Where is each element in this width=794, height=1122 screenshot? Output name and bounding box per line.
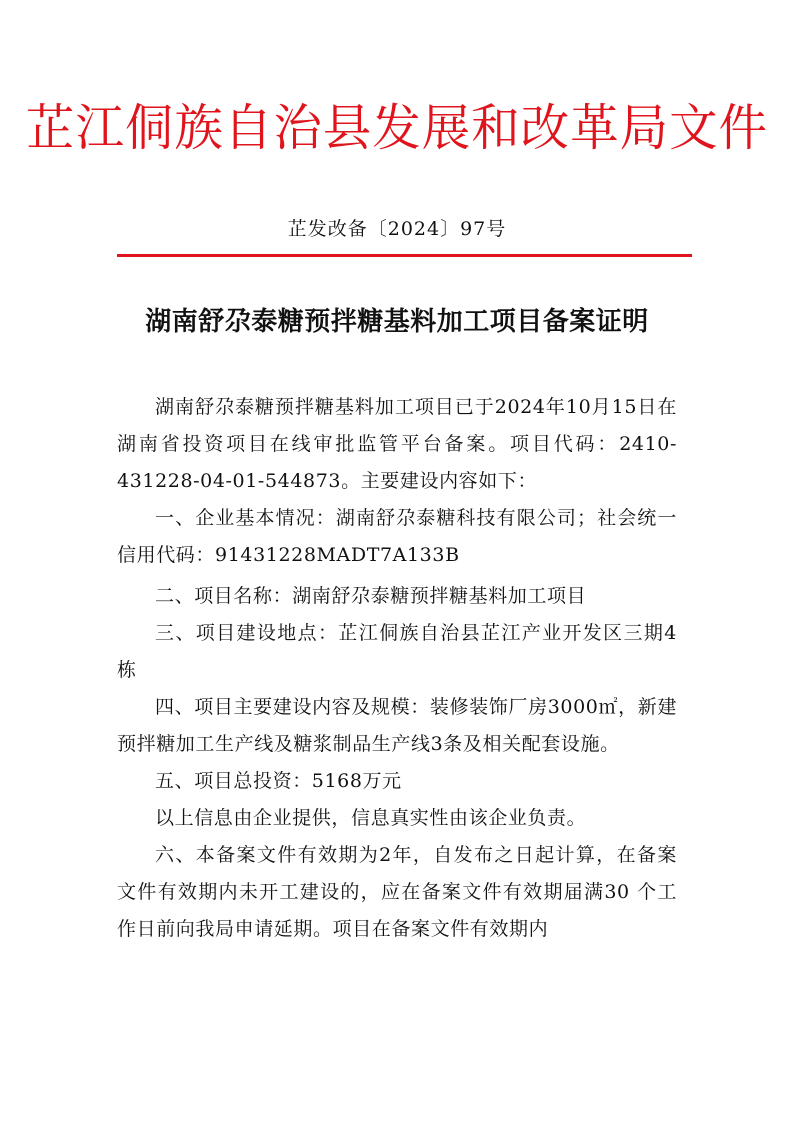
paragraph-project-scope: 四、项目主要建设内容及规模：装修装饰厂房3000㎡，新建预拌糖加工生产线及糖浆制品生产线3条及相关配套设施。 (117, 696, 677, 755)
document-number: 芷发改备〔2024〕97号 (287, 218, 507, 240)
paragraph-total-investment: 五、项目总投资：5168万元 (155, 770, 402, 792)
document-title: 湖南舒尕泰糖预拌糖基料加工项目备案证明 (145, 307, 649, 337)
paragraph-validity-period: 六、本备案文件有效期为2年，自发布之日起计算，在备案文件有效期内未开工建设的，应在备案文件有效期届满30 个工作日前向我局申请延期。项目在备案文件有效期内 (117, 844, 677, 940)
agency-header-title: 芷江侗族自治县发展和改革局文件 (25, 99, 769, 157)
paragraph-project-location: 三、项目建设地点：芷江侗族自治县芷江产业开发区三期4栋 (117, 622, 677, 681)
paragraph-intro: 湖南舒尕泰糖预拌糖基料加工项目已于2024年10月15日在湖南省投资项目在线审批监管平台备案。项目代码：2410-431228-04-01-544873。主要建设内容如下： (117, 396, 677, 492)
document-body (117, 389, 677, 948)
header-red-divider (117, 254, 692, 257)
paragraph-information-responsibility: 以上信息由企业提供，信息真实性由该企业负责。 (155, 807, 587, 829)
paragraph-enterprise-info: 一、企业基本情况：湖南舒尕泰糖科技有限公司；社会统一信用代码：91431228MADT7A133B (117, 507, 677, 566)
paragraph-project-name: 二、项目名称：湖南舒尕泰糖预拌糖基料加工项目 (155, 585, 587, 607)
